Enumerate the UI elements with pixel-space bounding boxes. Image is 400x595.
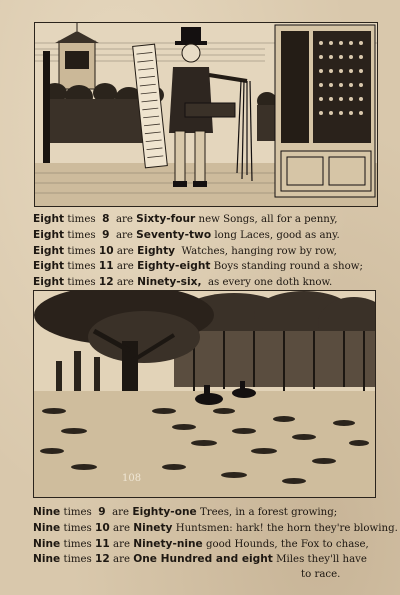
product-word: Ninety (133, 521, 173, 534)
are-word: are (115, 214, 133, 225)
eight-times-verse (33, 212, 363, 291)
are-word: are (113, 554, 130, 566)
factor: 11 (95, 537, 110, 550)
factor: 9 (102, 228, 110, 241)
factor: 9 (98, 506, 106, 518)
factor: 12 (95, 553, 110, 566)
times-word: times (67, 229, 96, 241)
multiplier-word: Eight (33, 213, 65, 225)
multiplier-word: Eight (33, 276, 65, 289)
page-number: 108 (122, 473, 142, 484)
are-word: are (115, 229, 133, 241)
product-word: Eighty-one (132, 506, 197, 518)
product-word: Ninety-nine (133, 537, 203, 550)
product-word: Seventy-two (136, 228, 212, 241)
verse-text: good Hounds, the Fox to chase, (206, 538, 369, 550)
watch-cabinet (275, 25, 375, 197)
multiplier-word: Eight (33, 244, 65, 257)
factor: 8 (102, 213, 110, 225)
verse-text: Trees, in a forest growing; (199, 507, 338, 518)
verse-line (33, 259, 363, 275)
verse-line (33, 275, 363, 291)
multiplier-word: Nine (33, 521, 61, 534)
verse-text: Watches, hanging row by row, (181, 245, 337, 257)
are-word: are (116, 245, 134, 257)
fox-hunt-engraving (33, 290, 376, 498)
factor: 11 (98, 260, 114, 273)
verse-line (33, 505, 398, 521)
product-word: Sixty-four (136, 213, 196, 225)
nine-times-verse (33, 505, 398, 583)
are-word: are (113, 538, 130, 550)
multiplier-word: Nine (33, 537, 61, 550)
verse-text: Miles they'll have (276, 554, 367, 566)
peddler-engraving (34, 22, 378, 207)
times-word: times (67, 245, 96, 257)
factor: 12 (98, 276, 114, 289)
verse-continuation: to race. (301, 569, 341, 581)
verse-line (33, 228, 363, 244)
product-word: Eighty (137, 244, 176, 257)
verse-line (33, 212, 363, 228)
verse-line (33, 537, 398, 553)
times-word: times (67, 261, 96, 273)
verse-text: new Songs, all for a penny, (198, 214, 338, 225)
are-word: are (113, 522, 130, 534)
times-word: times (63, 554, 92, 566)
are-word: are (116, 277, 134, 289)
are-word: are (112, 507, 130, 518)
multiplier-word: Nine (33, 506, 61, 518)
times-word: times (63, 538, 92, 550)
verse-line (33, 521, 398, 537)
factor: 10 (95, 521, 110, 534)
verse-text: long Laces, good as any. (214, 229, 340, 241)
multiplier-word: Eight (33, 228, 65, 241)
times-word: times (63, 507, 92, 518)
times-word: times (67, 214, 96, 225)
are-word: are (116, 261, 134, 273)
product-word: Eighty-eight (137, 260, 211, 273)
multiplier-word: Nine (33, 553, 61, 566)
times-word: times (63, 522, 92, 534)
verse-text: Huntsmen: hark! the horn they're blowing. (175, 522, 398, 534)
verse-text: as every one doth know. (207, 277, 333, 289)
verse-text: Boys standing round a show; (213, 261, 363, 273)
verse-line (33, 552, 398, 568)
times-word: times (67, 277, 96, 289)
verse-line (33, 244, 363, 260)
product-word: One Hundred and eight (133, 553, 273, 566)
multiplier-word: Eight (33, 260, 65, 273)
factor: 10 (98, 244, 114, 257)
product-word: Ninety-six, (137, 276, 202, 289)
